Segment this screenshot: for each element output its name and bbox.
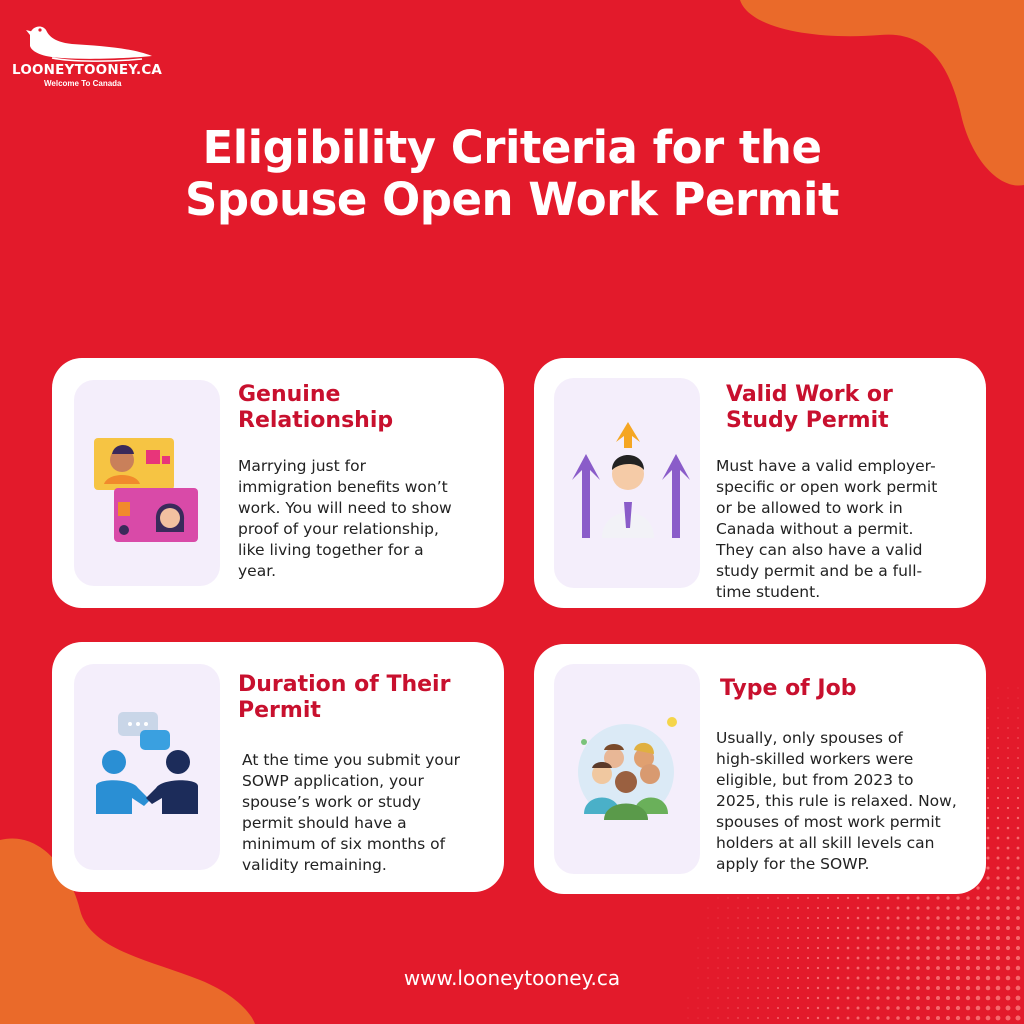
brand-tagline: Welcome To Canada: [44, 79, 122, 88]
conversation-icon: [74, 664, 220, 870]
card-permit-duration: [52, 642, 504, 892]
loon-bird-icon: [12, 12, 162, 64]
icon-box: [554, 378, 700, 588]
icon-box: [554, 664, 700, 874]
title-line-2: Spouse Open Work Permit: [185, 173, 839, 226]
card-heading: Duration of Their Permit: [238, 672, 451, 723]
card-type-of-job: [534, 644, 986, 894]
card-body: At the time you submit your SOWP application, your spouse’s work or study permit should have a minimum of six months of validity remaining.: [242, 751, 461, 874]
video-call-icon: [74, 380, 220, 586]
card-heading: Valid Work or Study Permit: [726, 382, 893, 433]
card-valid-permit: [534, 358, 986, 608]
card-heading: Type of Job: [720, 676, 857, 701]
title-line-1: Eligibility Criteria for the: [202, 121, 822, 174]
card-body: Must have a valid employer- specific or open work permit or be allowed to work in Canada without a permit. They can also have a valid study permit and be a full- time student.: [716, 457, 938, 601]
card-body: Usually, only spouses of high-skilled workers were eligible, but from 2023 to 2025, this rule is relaxed. Now, spouses of most work permit holders at all skill levels can apply for the SOWP.: [716, 729, 957, 873]
page-title: [0, 122, 1024, 226]
card-body: Marrying just for immigration benefits won’t work. You will need to show proof of your relationship, like living together for a year.: [238, 457, 452, 580]
team-group-icon: [554, 664, 700, 874]
brand-name: LOONEYTOONEY.CA: [12, 62, 163, 78]
card-genuine-relationship: [52, 358, 504, 608]
icon-box: [74, 664, 220, 870]
icon-box: [74, 380, 220, 586]
website-url[interactable]: www.looneytooney.ca: [403, 966, 621, 990]
card-heading: Genuine Relationship: [238, 382, 394, 433]
brand-logo[interactable]: [12, 12, 163, 88]
career-growth-icon: [554, 378, 700, 588]
